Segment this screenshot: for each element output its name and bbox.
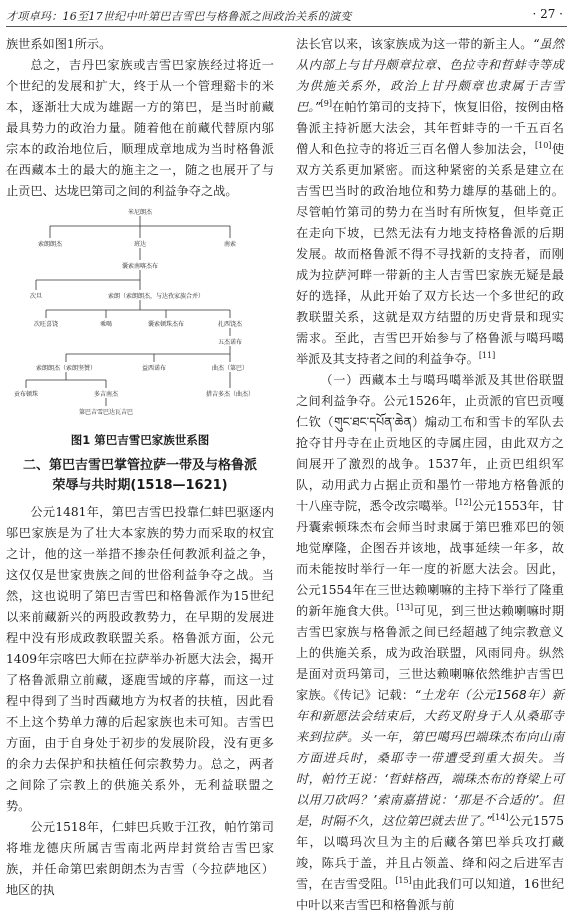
tree-node: 第巴吉雪巴达瓦吉巴	[78, 409, 134, 416]
paragraph: 公元1481年，第巴吉雪巴投靠仁蚌巴驱逐内邬巴家族是为了壮大本家族的势力而采取的权宜之计，他的这一举措不掺杂任何教派利益之争，这仅仅是世家贵族之间的世俗利益争夺之战。当然，这也说明了第巴吉雪巴和格鲁派作为15世纪以来前藏新兴的两股政教势力，在早期的发展进程中没有形成政教联盟关系。格鲁派方面，公元1409年宗喀巴大师在拉萨举办祈愿大法会，揭开了格鲁派鼎立前藏，逐鹿雪域的序幕，而这一过程中得到了当时西藏地方为权者的扶植，因此看不上这个势单力薄的后起家族也未可知。吉雪巴方面，由于自身处于初步的发展阶段，没有更多的余力去保护和扶植任何宗教势力。总之，两者之间除了宗教上的供施关系外，无利益联盟之势。	[6, 505, 274, 813]
tree-node: 曲杰（第巴）	[211, 365, 249, 372]
paragraph: 公元1518年，仁蚌巴兵败于江孜，帕竹第司将堆龙德庆所属吉雪南北两岸封赏给吉雪巴家族，并任命第巴索朗朗杰为吉雪（今拉萨地区）地区的执	[6, 820, 274, 897]
section-heading	[6, 456, 274, 496]
footnote-ref: [9]	[320, 98, 332, 108]
paragraph: 族世系如图1所示。	[6, 37, 112, 51]
text-run: 法长官以来，该家族成为这一带的新主人。	[296, 37, 533, 51]
genealogy-tree	[6, 206, 274, 428]
paragraph	[296, 370, 564, 916]
left-column	[6, 34, 274, 901]
tree-node: 囊索南喀杰布	[121, 263, 159, 270]
section-heading-line1: 二、第巴吉雪巴掌管拉萨一带及与格鲁派	[22, 458, 257, 473]
tree-node: 多吉南杰	[93, 391, 119, 398]
tree-node: 索朗朗杰	[37, 241, 63, 248]
paragraph	[296, 34, 564, 370]
footnote-ref: [10]	[535, 140, 552, 150]
tree-node: 次旦	[29, 293, 43, 300]
text-run: （一）西藏本土与噶玛噶举派及其世俗联盟之间利益争夺。公元1526年，止贡派的官巴贡嘎仁钦（གུང་ཐང་དཔོན་ཆེན）煽动工布和雪卡的军队去抢夺甘丹寺在止贡地区的寺属庄园，由此双方之间展开了激烈的战争。1537年，止贡巴组织军队，动用武力占据止贡和墨竹一带地方格鲁派的十八座寺院，悉令改宗噶举。	[296, 373, 564, 513]
genealogy-figure	[6, 206, 274, 428]
tree-node: 米尼朗杰	[127, 209, 153, 216]
section-heading-line2: 荣辱与共时期(1518—1621)	[52, 478, 228, 493]
text-run: 使双方关系更加紧密。而这种紧密的关系是建立在吉雪巴当时的政治地位和势力雄厚的基础上的。尽管帕竹第司的势力在当时有所恢复，但毕竟正在走向下坡，已然无法有力地支持格鲁派的后期发展。故而格鲁派不得不寻找新的支持者，而刚成为拉萨河畔一带新的主人吉雪巴家族无疑是最好的选择，从此开始了双方长达一个多世纪的政教联盟关系，这就是双方结盟的历史背景和现实需求。至此，吉雪巴开始参与了格鲁派与噶玛噶举派及其支持者之间的利益争夺。	[296, 142, 565, 366]
figure-caption: 图1 第巴吉雪巴家族世系图	[70, 433, 210, 447]
tree-node: 次旺喜饶	[33, 321, 59, 328]
text-run: 可见，到三世达赖喇嘛时期吉雪巴家族与格鲁派之间已经超越了纯宗教意义上的供施关系，成为政治联盟，风雨同舟。纵然是面对贡玛第司，三世达赖喇嘛依然维护吉雪巴家族。《传记》记载：	[296, 604, 565, 702]
text-run: 由此我们可以知道，16世纪中叶以来吉雪巴和格鲁派与前	[296, 877, 565, 912]
inline-quote: “虽然从内部上与甘丹颇章拉章、色拉寺和哲蚌寺等成为供施关系外，政治上甘丹颇章也隶属于吉雪巴。”	[296, 37, 565, 114]
text-run: 公元1575年，以噶玛次旦为主的后藏各第巴举兵攻打藏竣，陈兵于盖，并且占领盖、绛和闷之后进军吉雪，在吉雪受阻。	[296, 814, 564, 891]
tree-node: 囊索顿珠杰布	[147, 321, 185, 328]
footnote-ref: [11]	[478, 350, 496, 360]
tree-node: 索朗（索朗朗杰，与达孜家族合并）	[107, 293, 205, 300]
tree-node: 贡布顿珠	[13, 391, 39, 398]
tree-node: 南索	[223, 241, 237, 248]
tree-node: 乘喝	[99, 321, 113, 328]
text-run: 公元1553年，甘丹囊索顿珠杰布会师当时隶属于第巴雅邓巴的领地觉摩隆，企图吞并该地，战事延续一年多，故而未能按时举行一年一度的祈愿大法会。因此，公元1554年在三世达赖喇嘛的主持下举行了隆重的新年施食大供。	[296, 499, 564, 618]
tree-node: 扎西饶杰	[217, 321, 243, 328]
footnote-ref: [14]	[492, 812, 509, 822]
footnote-ref: [15]	[395, 875, 412, 885]
tree-node: 措吉多杰（曲杰）	[205, 391, 255, 398]
text-run: 在帕竹第司的支持下，恢复旧俗，按例由格鲁派主持祈愿大法会，其年哲蚌寺的一千五百名僧人和色拉寺的将近三百名僧人参加法会，	[296, 100, 564, 156]
footnote-ref: [13]	[396, 602, 414, 612]
page-number: · 27 ·	[532, 7, 563, 21]
tree-node: 索朗朗杰（索朗坚赞）	[35, 365, 97, 372]
tree-node: 五杰诺布	[217, 339, 243, 346]
running-header	[6, 4, 567, 27]
tree-node: 益西诺布	[141, 365, 167, 372]
running-title: 才项卓玛：16至17世纪中叶第巴吉雪巴与格鲁派之间政治关系的演变	[6, 10, 352, 23]
footnote-ref: [12]	[455, 497, 472, 507]
tree-node: 班达	[133, 241, 147, 248]
paragraph: 总之，吉丹巴家族或吉雪巴家族经过将近一个世纪的发展和扩大，终于从一个管理谿卡的米本，逐渐壮大成为雄踞一方的第巴，是当时前藏最具势力的政治力量。随着他在前藏代替原内邬宗本的政治地位后，顺理成章地成为当时格鲁派在西藏本土的最大的施主之一，随之也展开了与止贡巴、达垅巴第司之间的利益争夺之战。	[6, 58, 274, 198]
inline-quote: “土龙年（公元1568年）新年和新愿法会结束后，大药叉附身于人从桑耶寺来到拉萨。头一年，第巴噶玛巴端珠杰布向山南方面进兵时，桑耶寺一带遭受到重大损失。当时，帕竹王说：‘哲蚌格西，端珠杰布的脊梁上可以用刀砍吗？’索南嘉措说：‘那是不合适的’。但是，时隔不久，这位第巴就去世了。”	[296, 688, 564, 828]
right-column	[296, 34, 564, 916]
